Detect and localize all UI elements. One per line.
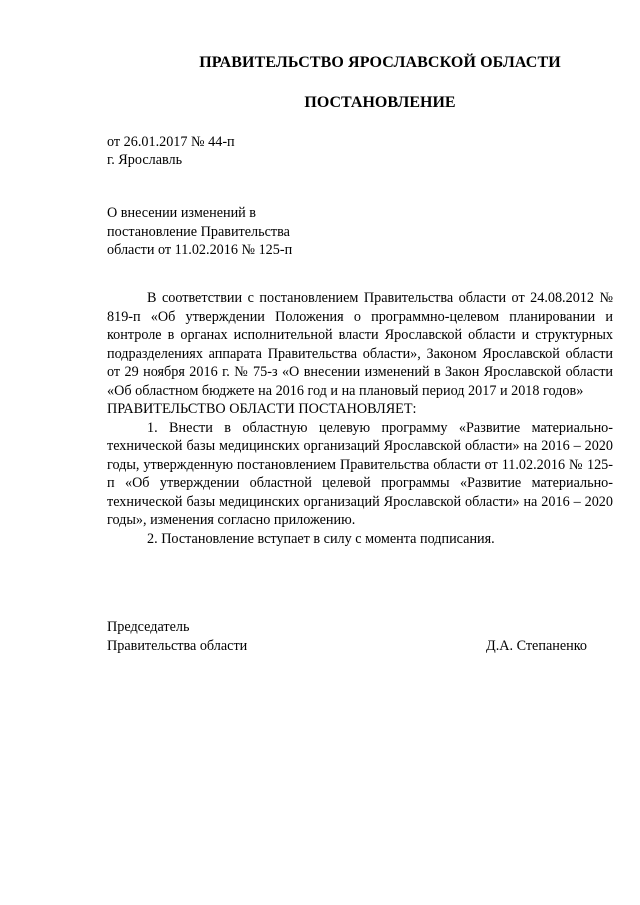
resolution-heading: ПРАВИТЕЛЬСТВО ОБЛАСТИ ПОСТАНОВЛЯЕТ:: [107, 401, 417, 417]
subject-line: постановление Правительства: [107, 223, 290, 240]
document-date-number: от 26.01.2017 № 44-п: [107, 134, 235, 150]
signatory-position-line: Правительства области: [107, 637, 248, 654]
resolution-item-2: 2. Постановление вступает в силу с момента подписания.: [147, 530, 495, 547]
signature-block: [107, 618, 587, 655]
document-city: г. Ярославль: [107, 152, 183, 168]
organization-title: ПРАВИТЕЛЬСТВО ЯРОСЛАВСКОЙ ОБЛАСТИ: [199, 54, 561, 71]
document-body: [107, 289, 613, 548]
preamble-paragraph: В соответствии с постановлением Правительства области от 24.08.2012 № 819-п «Об утверждении Положения о программно-целевом планировании и контроле в органах исполнительной власти Ярославской области и структурных подразделениях аппарата Правительства области», Законом Ярославской области от 29 ноября 2016 г. № 75-з «О внесении изменений в Закон Ярославской области «Об областном бюджете на 2016 год и на плановый период 2017 и 2018 годов»: [107, 290, 613, 399]
resolution-item-1: 1. Внести в областную целевую программу «Развитие материально-технической базы медицинских организаций Ярославской области» на 2016 – 2020 годы, утвержденную постановлением Правительства области от 11.02.2016 № 125-п «Об утверждении областной целевой программы «Развитие материально-технической базы медицинских организаций Ярославской области» на 2016 – 2020 годы», изменения согласно приложению.: [107, 419, 613, 528]
subject-line: О внесении изменений в: [107, 205, 257, 221]
document-type-title: ПОСТАНОВЛЕНИЕ: [304, 94, 456, 111]
signatory-name: Д.А. Степаненко: [486, 637, 587, 654]
signatory-position-line: Председатель: [107, 619, 190, 635]
document-subject: [107, 204, 367, 260]
subject-line: области от 11.02.2016 № 125-п: [107, 242, 293, 258]
